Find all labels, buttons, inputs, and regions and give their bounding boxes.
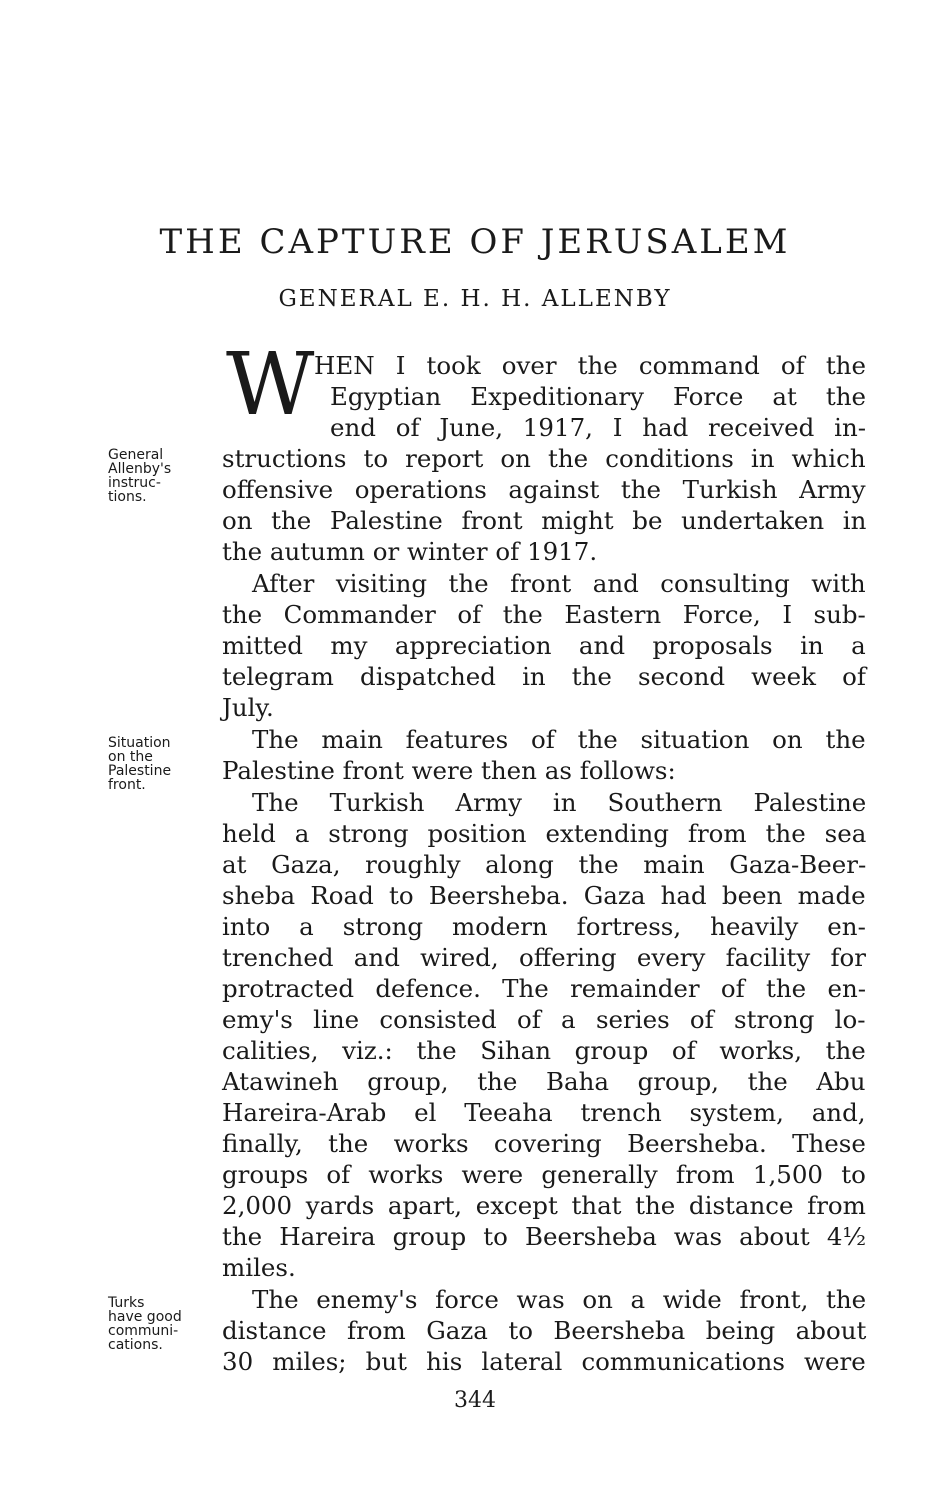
text-line: the Hareira group to Beersheba was about 4½ [222,1222,867,1251]
text-line: held a strong position extending from the sea [222,819,867,848]
text-line: telegram dispatched in the second week of [222,662,866,691]
text-line: mitted my appreciation and proposals in a [222,631,866,660]
margin-note-situation [108,736,208,792]
margin-note-line: Situation [108,735,171,751]
text-line: on the Palestine front might be undertaken in [222,506,867,535]
text-line: 30 miles; but his lateral communications were [222,1347,866,1376]
text-line: Atawineh group, the Baha group, the Abu [222,1067,866,1096]
margin-note-line: front. [108,777,146,793]
chapter-title: THE CAPTURE OF JERUSALEM [159,222,791,262]
text-line: groups of works were generally from 1,500 to [222,1160,866,1189]
text-line: the Commander of the Eastern Force, I sub- [222,600,866,629]
margin-note-line: Allenby's [108,461,172,477]
text-line: protracted defence. The remainder of the en- [222,974,866,1003]
text-line: the autumn or winter of 1917. [222,537,598,566]
margin-note-line: have good [108,1309,182,1325]
text-line: structions to report on the conditions in which [222,444,866,473]
text-line: The main features of the situation on the [252,725,866,754]
margin-note-instructions [108,448,208,504]
page-number: 344 [454,1388,496,1413]
margin-note-line: Turks [108,1295,145,1311]
text-line: distance from Gaza to Beersheba being about [222,1316,867,1345]
text-line: July. [222,693,274,722]
margin-note-communications [108,1296,208,1352]
margin-note-line: instruc- [108,475,161,491]
margin-note-line: General [108,447,164,463]
author-name: GENERAL E. H. H. ALLENBY [278,286,672,312]
text-line: offensive operations against the Turkish Army [222,475,866,504]
text-line: 2,000 yards apart, except that the distance from [222,1191,866,1220]
text-line: miles. [222,1253,296,1282]
text-line: Egyptian Expeditionary Force at the [330,382,867,411]
text-line: into a strong modern fortress, heavily en- [222,912,866,941]
text-line: at Gaza, roughly along the main Gaza-Beer- [222,850,867,879]
text-line: Palestine front were then as follows: [222,756,676,785]
margin-note-line: on the [108,749,153,765]
margin-note-line: cations. [108,1337,163,1353]
text-line: The Turkish Army in Southern Palestine [252,788,867,817]
drop-cap: W [226,335,315,435]
text-line: After visiting the front and consulting with [252,569,866,598]
text-line: finally, the works covering Beersheba. These [222,1129,866,1158]
margin-note-line: Palestine [108,763,172,779]
text-line: calities, viz.: the Sihan group of works, the [222,1036,866,1065]
text-line: emy's line consisted of a series of strong lo- [222,1005,866,1034]
text-line: The enemy's force was on a wide front, the [252,1285,867,1314]
text-line: Hareira-Arab el Teeaha trench system, and, [222,1098,866,1127]
text-line: sheba Road to Beersheba. Gaza had been made [222,881,866,910]
margin-note-line: communi- [108,1323,179,1339]
margin-note-line: tions. [108,489,147,505]
text-line: end of June, 1917, I had received in- [330,413,867,442]
text-line: trenched and wired, offering every facility for [222,943,866,972]
text-line: HEN I took over the command of the [314,351,866,380]
